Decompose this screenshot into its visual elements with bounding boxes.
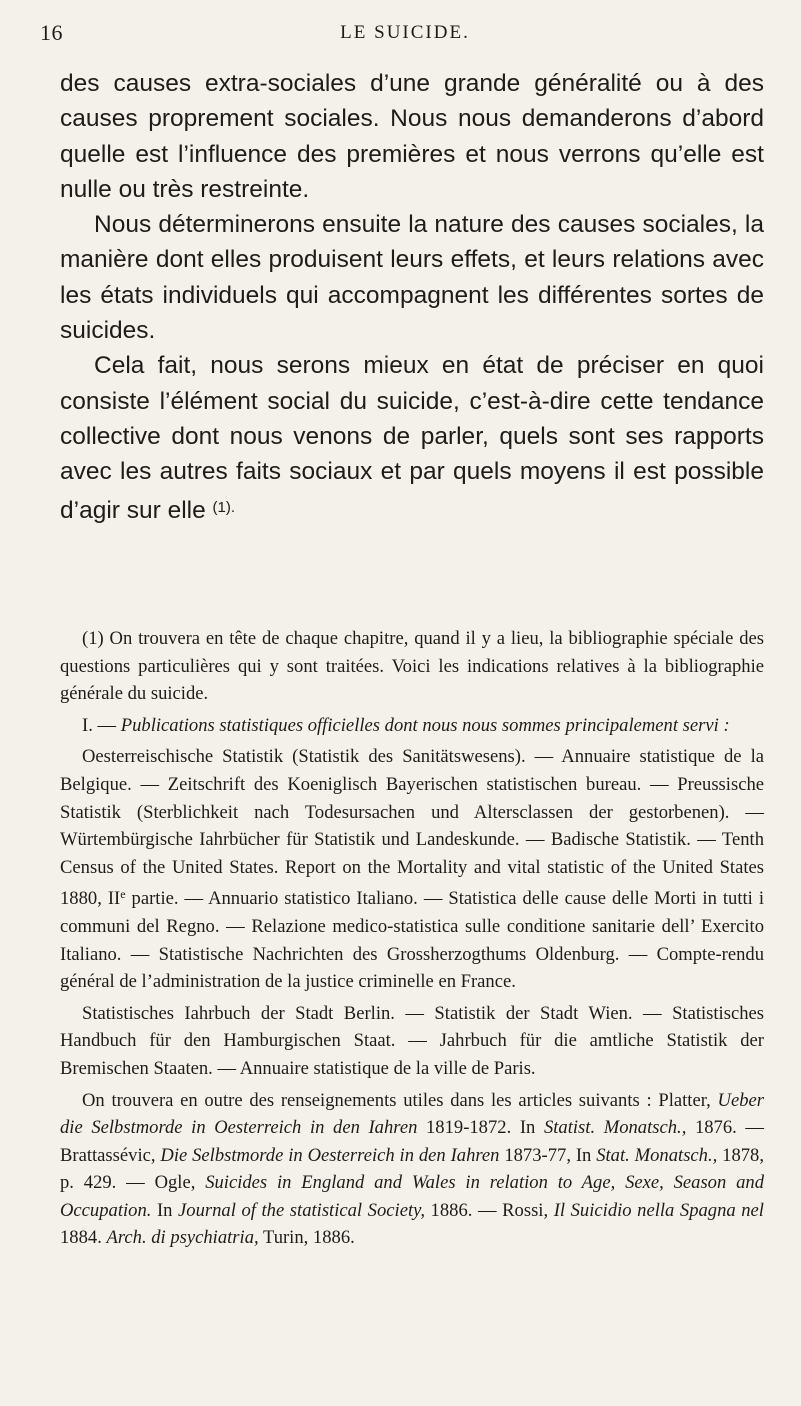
additional-references <box>60 1087 764 1253</box>
section-title: Publications statistiques officielles dont nous nous sommes principalement servi : <box>120 714 730 736</box>
ref-title: Suicides in England and Wales in relation to Age, Sexe, Season and Occupation. <box>60 1172 765 1221</box>
footnote-block <box>60 625 764 1256</box>
list-text-end: partie. — Annuario statistico Italiano. — Statistica delle cause delle Morti in tutti i communi del Regno. — Relazione medico-statistica sulle conditione sanitarie dell’ Exercito Italiano. — Statistische Nachrichten des Grossherzogthums Oldenburg. — Compte-rendu général de l’administration de la justice criminelle en France. <box>60 888 764 993</box>
ref-text: Turin, 1886. <box>258 1227 355 1249</box>
page-header <box>40 20 770 50</box>
paragraph-3 <box>60 348 764 527</box>
paragraph-3-text: Cela fait, nous serons mieux en état de préciser en quoi consiste l’élément social du suicide, c’est-à-dire cette tendance collective dont nous venons de parler, quels sont ses rapports avec les autres faits sociaux et par quels moyens il est possible d’agir sur elle <box>60 352 764 524</box>
ref-text: 1884. <box>60 1227 107 1249</box>
footnote-reference[interactable]: (1). <box>212 498 236 516</box>
paragraph-2: Nous déterminerons ensuite la nature des causes sociales, la manière dont elles produisent leurs effets, et leurs relations avec les états individuels qui accompagnent les différentes sortes de suicides. <box>60 211 764 345</box>
list-ordinal-suffix: e <box>120 887 126 902</box>
running-head: LE SUICIDE. <box>340 22 470 43</box>
page-number: 16 <box>40 20 63 45</box>
ref-text: In <box>151 1199 179 1221</box>
ref-title: Stat. Monatsch., <box>596 1144 718 1166</box>
ref-text: 1819-1872. In <box>417 1117 544 1139</box>
footnote-intro: (1) On trouvera en tête de chaque chapitre, quand il y a lieu, la bibliographie spéciale des questions particulières qui y sont traitées. Voici les indications relatives à la bibliographie générale du suicide. <box>60 628 764 705</box>
ref-title: Die Selbstmorde in Oesterreich in den Iahren <box>160 1144 500 1166</box>
ref-title: Arch. di psychiatria, <box>106 1227 259 1249</box>
list-ordinal: II <box>107 888 121 910</box>
ref-text: On trouvera en outre des renseignements utiles dans les articles suivants : Platter, <box>82 1089 718 1111</box>
footnote-section-heading <box>60 712 764 740</box>
section-number: I. — <box>82 714 117 736</box>
paragraph-1: des causes extra-sociales d’une grande généralité ou à des causes proprement sociales. Nous nous demanderons d’abord quelle est l’influence des premières et nous verrons qu’elle est nulle ou très restreinte. <box>60 70 764 203</box>
ref-title: Il Suicidio nella Spagna nel <box>553 1199 764 1221</box>
ref-text: 1878, p. 429. — Ogle, <box>60 1144 764 1194</box>
list-text: Oesterreischische Statistik (Statistik des Sanitätswesens). — Annuaire statistique de la Belgique. — Zeitschrift des Koeniglisch Bayerischen statistischen bureau. — Preussische Statistik (Sterblichkeit nach Todesursachen und Altersclassen der gestorbenen). — Würtembürgische Iahrbücher für Statistik und Landeskunde. — Badische Statistik. — Tenth Census of the United States. Report on the Mortality and vital statistic of the United States 1880, <box>60 746 764 910</box>
ref-text: 1873-77, In <box>499 1144 597 1166</box>
ref-text: 1886. — Rossi, <box>424 1199 554 1221</box>
main-text <box>60 66 764 528</box>
statistics-list-cities: Statistisches Iahrbuch der Stadt Berlin. — Statistik der Stadt Wien. — Statistisches Handbuch für den Hamburgischen Staat. — Jahrbuch für die amtliche Statistik der Bremischen Staaten. — Annuaire statistique de la ville de Paris. <box>60 1002 764 1079</box>
ref-title: Ueber die Selbstmorde in Oesterreich in den Iahren <box>60 1089 764 1139</box>
ref-title: Journal of the statistical Society, <box>178 1199 425 1221</box>
ref-text: 1876. — Brattassévic, <box>60 1117 765 1166</box>
statistics-list-national <box>60 743 764 995</box>
ref-title: Statist. Monatsch., <box>543 1117 687 1139</box>
